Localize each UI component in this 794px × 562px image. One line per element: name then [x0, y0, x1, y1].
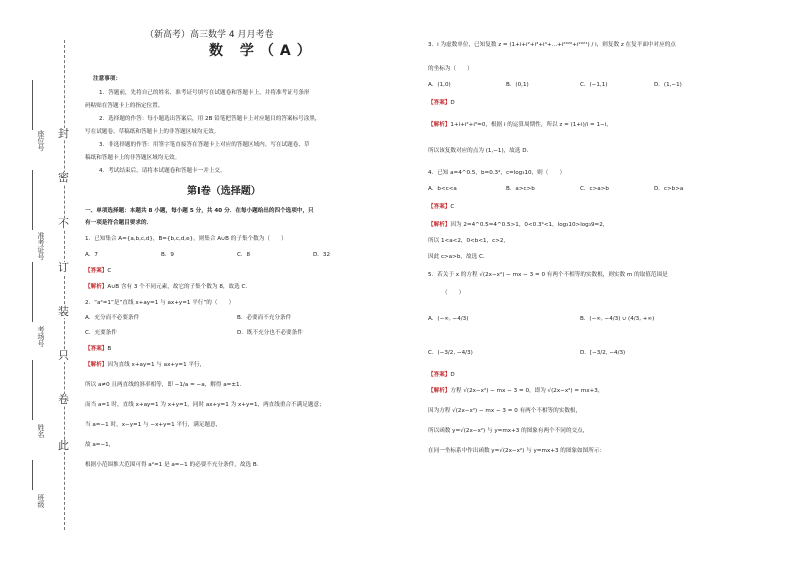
analysis-tag: 【解析】	[428, 388, 451, 394]
q5-option-a: A．(−∞, −4/3)	[428, 316, 469, 322]
exam-room-label: 考场号	[37, 326, 45, 347]
section-intro: 一、单项选择题：本题共 8 小题，每小题 5 分，共 40 分．在每小题给出的四个选项中，只	[85, 208, 314, 214]
answer-value: D	[450, 372, 455, 378]
binding-strip	[0, 0, 82, 562]
exam-title: （新高考）高三数学 4 月月考卷	[145, 30, 274, 40]
q2-answer	[85, 346, 111, 353]
notice-line: 4．考试结束后，请将本试题卷和答题卡一并上交。	[99, 168, 226, 174]
analysis-text: 1+i+i²+i³=0，根据 i 的运算周期性，所以 z = (1+i)/i = 1−i，	[450, 122, 612, 128]
analysis-tag: 【解析】	[85, 284, 108, 290]
q4-option-d: D．c>b>a	[654, 186, 684, 192]
q4-answer	[428, 204, 454, 211]
blank-line	[32, 360, 33, 420]
analysis-text: A∪B 含有 3 个不同元素，故它的子集个数为 8，故选 C．	[107, 284, 251, 290]
question-5: 5．若关于 x 的方程 √(2x−x²) − mx − 3 = 0 有两个不相等的实数根，则实数 m 的取值范围是	[428, 272, 668, 278]
analysis-line: 在同一坐标系中作出函数 y=√(2x−x²) 与 y=mx+3 的图象如图所示：	[428, 448, 606, 454]
q1-option-d: D．32	[313, 252, 331, 258]
answer-tag: 【答案】	[85, 346, 108, 352]
notice-line: 码粘贴在答题卡上的指定位置。	[85, 103, 164, 109]
q3-analysis	[428, 122, 612, 129]
section-title: 第Ⅰ卷（选择题）	[187, 186, 261, 197]
q4-option-b: B．a>c>b	[506, 186, 535, 192]
q3-option-a: A．(1,0)	[428, 82, 451, 88]
exam-id-label: 准考证号	[37, 232, 45, 260]
answer-tag: 【答案】	[428, 372, 451, 378]
analysis-line: 而当 a=1 时，直线 x+ay=1 为 x+y=1，同时 ax+y=1 为 x+y=1，两直线重合不满足题意；	[85, 402, 325, 408]
q1-answer	[85, 268, 111, 275]
answer-value: B	[107, 346, 112, 352]
q1-option-c: C．8	[237, 252, 251, 258]
notice-line: 稿纸和答题卡上的非答题区域均无效。	[85, 155, 181, 161]
notice-line: 写在试题卷、草稿纸和答题卡上的非答题区域均无效。	[85, 129, 220, 135]
blank-line	[32, 170, 33, 230]
analysis-text: 因为直线 x+ay=1 与 ax+y=1 平行，	[107, 362, 206, 368]
seal-char: 不	[58, 217, 69, 230]
seal-char: 卷	[58, 393, 69, 406]
q1-option-a: A．7	[85, 252, 98, 258]
analysis-line: 当 a=−1 时，x−y=1 与 −x+y=1 平行，满足题意，	[85, 422, 222, 428]
blank-line	[32, 80, 33, 130]
analysis-tag: 【解析】	[428, 222, 451, 228]
seal-char: 装	[58, 305, 69, 318]
seal-char: 订	[58, 261, 69, 274]
subject-title: 数 学（A）	[209, 43, 317, 59]
question-2: 2．“a²=1”是“直线 x+ay=1 与 ax+y=1 平行”的（ ）	[85, 300, 235, 306]
blank-line	[32, 460, 33, 490]
analysis-line: 故 a=−1，	[85, 442, 115, 448]
seal-char: 封	[58, 127, 69, 140]
question-3-cont: 的坐标为（ ）	[428, 66, 473, 72]
q2-option-d: D．既不充分也不必要条件	[237, 330, 303, 336]
seal-char: 此	[58, 439, 69, 452]
analysis-text: 方程 √(2x−x²) − mx − 3 = 0，即为 √(2x−x²) = mx+3，	[450, 388, 604, 394]
answer-tag: 【答案】	[428, 100, 451, 106]
q3-option-c: C．(−1,1)	[580, 82, 608, 88]
seal-dashed-line	[64, 40, 65, 530]
notice-line: 1．答题前，先将自己的姓名、准考证号填写在试题卷和答题卡上，并将准考证号条形	[99, 90, 310, 96]
answer-value: D	[450, 100, 455, 106]
answer-tag: 【答案】	[85, 268, 108, 274]
analysis-line: 因此 c>a>b，故选 C．	[428, 254, 489, 260]
seal-char: 密	[58, 171, 69, 184]
q3-answer	[428, 100, 455, 107]
notice-heading: 注意事项：	[93, 76, 121, 82]
question-5-paren: （ ）	[442, 290, 465, 296]
question-4: 4．已知 a=4^0.5，b=0.3⁴，c=log₃10，则（ ）	[428, 170, 566, 176]
q5-analysis	[428, 388, 603, 395]
q4-option-a: A．b<c<a	[428, 186, 457, 192]
analysis-line: 因为方程 √(2x−x²) − mx − 3 = 0 有两个不相等的实数根，	[428, 408, 582, 414]
q4-analysis	[428, 222, 608, 229]
q5-option-c: C．(−3/2, −4/3)	[428, 350, 473, 356]
q3-option-d: D．(1,−1)	[654, 82, 682, 88]
answer-tag: 【答案】	[428, 204, 451, 210]
q5-answer	[428, 372, 455, 379]
name-label: 姓名	[37, 424, 45, 438]
class-label: 班级	[37, 494, 45, 508]
blank-line	[32, 262, 33, 322]
analysis-tag: 【解析】	[428, 122, 451, 128]
q1-option-b: B．9	[161, 252, 174, 258]
q5-option-b: B．(−∞, −4/3) ∪ (4/3, +∞)	[580, 316, 655, 322]
seat-number-label: 座位号	[37, 130, 45, 151]
q3-option-b: B．(0,1)	[506, 82, 529, 88]
analysis-line: 所以函数 y=√(2x−x²) 与 y=mx+3 的图象有两个不同的交点，	[428, 428, 589, 434]
answer-value: C	[107, 268, 112, 274]
answer-value: C	[450, 204, 455, 210]
q2-option-c: C．充要条件	[85, 330, 117, 336]
notice-line: 3．非选择题的作答：用签字笔直接答在答题卡上对应的答题区域内。写在试题卷、草	[99, 142, 310, 148]
seal-char: 只	[58, 349, 69, 362]
notice-line: 2．选择题的作答：每小题选出答案后，用 2B 铅笔把答题卡上对应题目的答案标号涂黑，	[99, 116, 321, 122]
analysis-line: 根据小范围推大范围可得 a²=1 是 a=−1 的必要不充分条件，故选 B．	[85, 462, 263, 468]
q2-option-b: B．必要而不充分条件	[237, 315, 292, 321]
q2-option-a: A．充分而不必要条件	[85, 315, 140, 321]
analysis-tag: 【解析】	[85, 362, 108, 368]
analysis-line: 所以 a≠0 且两直线的斜率相等，即 −1/a = −a，解得 a=±1．	[85, 382, 246, 388]
q2-analysis	[85, 362, 205, 369]
q1-analysis	[85, 284, 251, 291]
section-intro: 有一项是符合题目要求的．	[85, 220, 153, 226]
analysis-line: 所以该复数对应的点为 (1,−1)，故选 D．	[428, 148, 533, 154]
q4-option-c: C．c>a>b	[580, 186, 609, 192]
analysis-line: 所以 1<a<2，0<b<1，c>2，	[428, 238, 510, 244]
analysis-text: 因为 2=4^0.5=4^0.5>1，0<0.3⁴<1，log₃10>log₃9=2，	[450, 222, 609, 228]
question-1: 1．已知集合 A={a,b,c,d}，B={b,c,d,e}，则集合 A∪B 的子集个数为（ ）	[85, 236, 287, 242]
q5-option-d: D．[−3/2, −4/3)	[580, 350, 626, 356]
question-3: 3．i 为虚数单位，已知复数 z = (1+i+i²+i³+i⁴+…+i²⁰²⁰+i²⁰²¹) / i，则复数 z 在复平面中对应的点	[428, 42, 676, 48]
